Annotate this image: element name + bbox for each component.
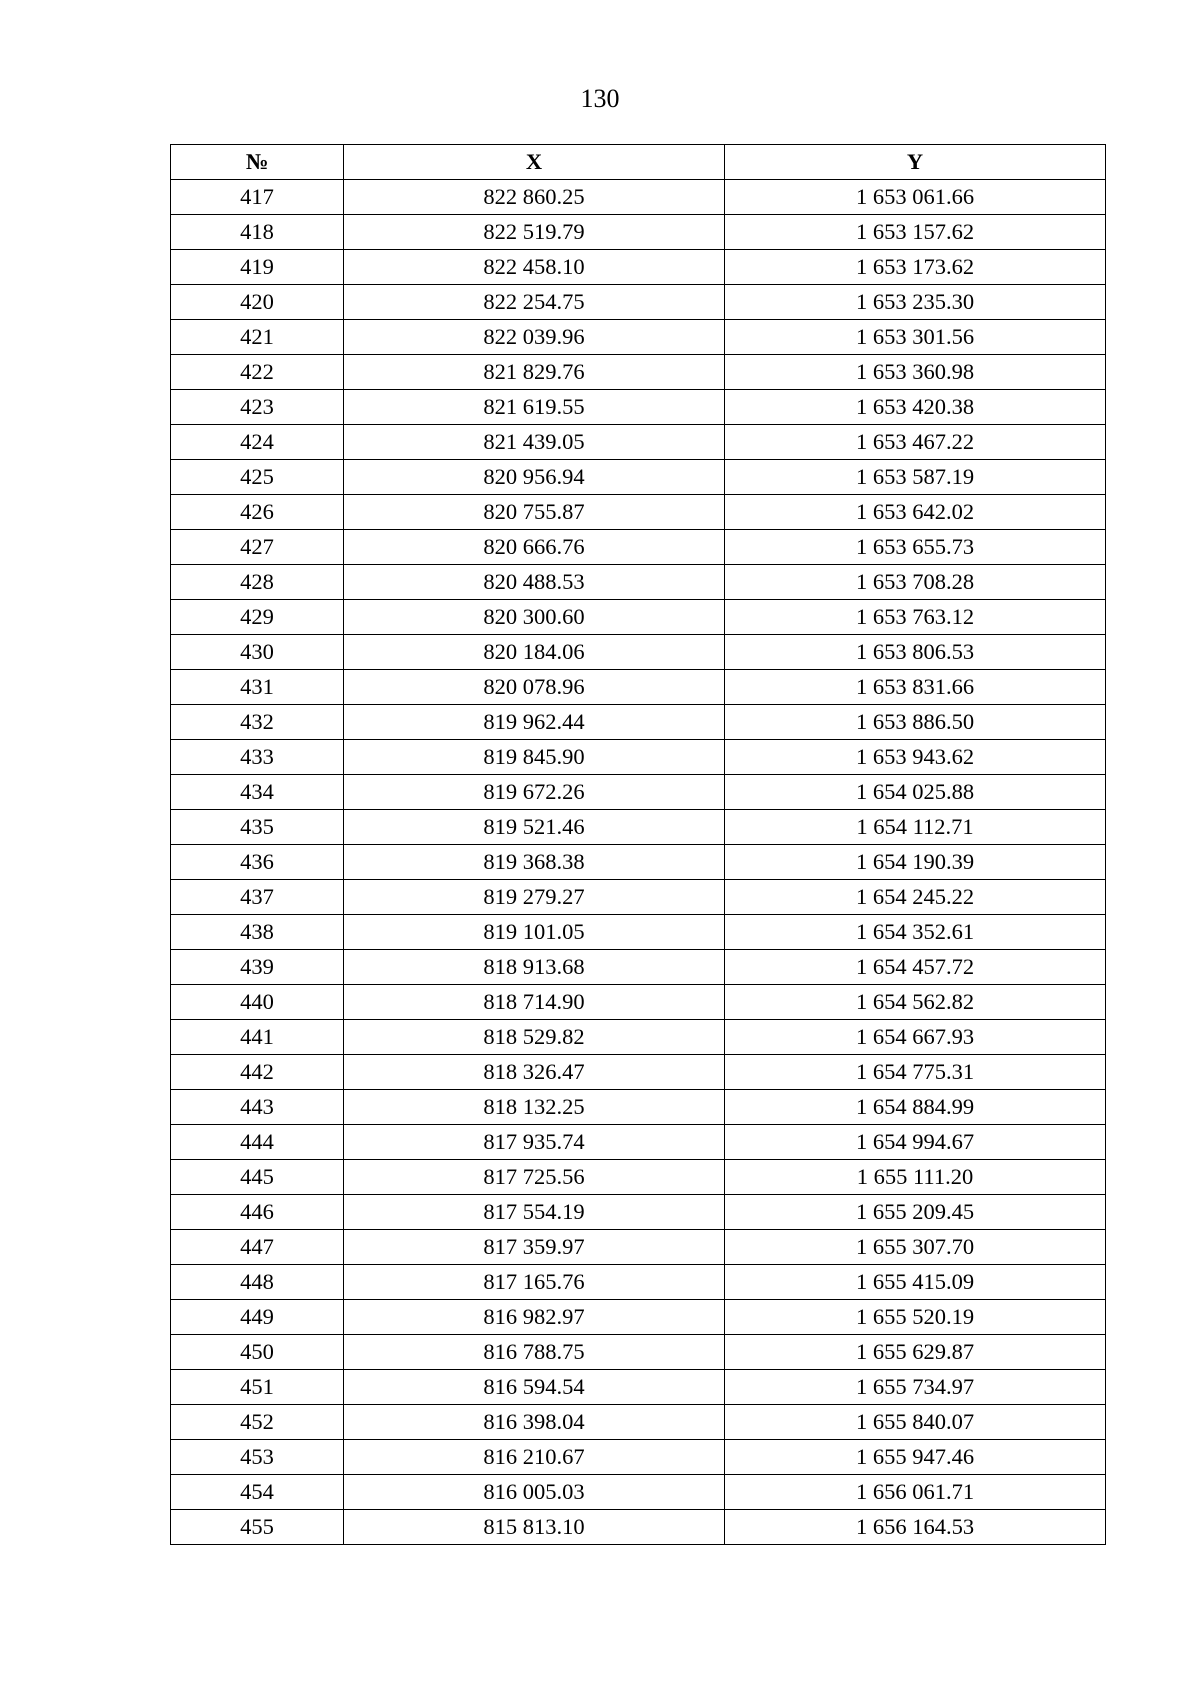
x-coordinate-cell: 816 788.75 [344,1335,725,1370]
x-coordinate-cell: 818 326.47 [344,1055,725,1090]
x-coordinate-cell: 817 165.76 [344,1265,725,1300]
x-coordinate-cell: 822 519.79 [344,215,725,250]
table-row [171,180,1106,215]
x-coordinate-cell: 822 458.10 [344,250,725,285]
table-row [171,985,1106,1020]
table-row [171,1125,1106,1160]
x-coordinate-cell: 815 813.10 [344,1510,725,1545]
point-number-cell: 437 [171,880,344,915]
x-coordinate-cell: 822 860.25 [344,180,725,215]
x-coordinate-cell: 821 619.55 [344,390,725,425]
x-coordinate-cell: 816 210.67 [344,1440,725,1475]
table-row [171,775,1106,810]
y-coordinate-cell: 1 653 467.22 [725,425,1106,460]
x-coordinate-cell: 819 368.38 [344,845,725,880]
point-number-cell: 435 [171,810,344,845]
point-number-cell: 448 [171,1265,344,1300]
table-body [171,180,1106,1545]
y-coordinate-cell: 1 654 457.72 [725,950,1106,985]
point-number-cell: 428 [171,565,344,600]
table-row [171,215,1106,250]
y-coordinate-cell: 1 654 562.82 [725,985,1106,1020]
x-coordinate-cell: 818 132.25 [344,1090,725,1125]
x-coordinate-cell: 816 005.03 [344,1475,725,1510]
table-row [171,320,1106,355]
x-coordinate-cell: 817 359.97 [344,1230,725,1265]
x-coordinate-cell: 816 594.54 [344,1370,725,1405]
x-coordinate-cell: 820 755.87 [344,495,725,530]
table-row [171,460,1106,495]
table-row [171,1020,1106,1055]
x-coordinate-cell: 822 254.75 [344,285,725,320]
y-coordinate-cell: 1 654 352.61 [725,915,1106,950]
table-row [171,1160,1106,1195]
point-number-cell: 431 [171,670,344,705]
x-coordinate-cell: 821 829.76 [344,355,725,390]
x-coordinate-cell: 821 439.05 [344,425,725,460]
y-coordinate-cell: 1 653 301.56 [725,320,1106,355]
x-coordinate-cell: 818 529.82 [344,1020,725,1055]
table-row [171,1335,1106,1370]
y-coordinate-cell: 1 653 831.66 [725,670,1106,705]
point-number-cell: 451 [171,1370,344,1405]
x-coordinate-cell: 818 913.68 [344,950,725,985]
y-coordinate-cell: 1 653 886.50 [725,705,1106,740]
table-row [171,1265,1106,1300]
table-row [171,355,1106,390]
y-coordinate-cell: 1 653 587.19 [725,460,1106,495]
y-coordinate-cell: 1 654 190.39 [725,845,1106,880]
y-coordinate-cell: 1 653 061.66 [725,180,1106,215]
table-row [171,565,1106,600]
x-coordinate-cell: 816 982.97 [344,1300,725,1335]
table-row [171,810,1106,845]
point-number-cell: 421 [171,320,344,355]
y-coordinate-cell: 1 655 415.09 [725,1265,1106,1300]
point-number-cell: 455 [171,1510,344,1545]
y-coordinate-cell: 1 653 943.62 [725,740,1106,775]
table-row [171,1475,1106,1510]
table-row [171,950,1106,985]
x-coordinate-cell: 819 279.27 [344,880,725,915]
y-coordinate-cell: 1 655 307.70 [725,1230,1106,1265]
table-header-row [171,145,1106,180]
point-number-cell: 427 [171,530,344,565]
point-number-cell: 422 [171,355,344,390]
y-coordinate-cell: 1 654 025.88 [725,775,1106,810]
table-row [171,425,1106,460]
point-number-cell: 425 [171,460,344,495]
point-number-cell: 430 [171,635,344,670]
table-row [171,1090,1106,1125]
point-number-cell: 418 [171,215,344,250]
x-coordinate-cell: 819 962.44 [344,705,725,740]
point-number-cell: 417 [171,180,344,215]
y-coordinate-cell: 1 653 420.38 [725,390,1106,425]
point-number-cell: 426 [171,495,344,530]
x-coordinate-cell: 820 078.96 [344,670,725,705]
table-row [171,1370,1106,1405]
y-coordinate-cell: 1 653 173.62 [725,250,1106,285]
point-number-cell: 442 [171,1055,344,1090]
point-number-cell: 423 [171,390,344,425]
table-row [171,1300,1106,1335]
point-number-cell: 429 [171,600,344,635]
point-number-cell: 440 [171,985,344,1020]
table-row [171,1195,1106,1230]
y-coordinate-cell: 1 653 157.62 [725,215,1106,250]
y-coordinate-cell: 1 655 209.45 [725,1195,1106,1230]
table-row [171,1055,1106,1090]
y-coordinate-cell: 1 654 775.31 [725,1055,1106,1090]
table-row [171,740,1106,775]
y-coordinate-cell: 1 654 667.93 [725,1020,1106,1055]
point-number-cell: 446 [171,1195,344,1230]
point-number-cell: 441 [171,1020,344,1055]
point-number-cell: 454 [171,1475,344,1510]
point-number-cell: 424 [171,425,344,460]
x-coordinate-cell: 819 672.26 [344,775,725,810]
y-coordinate-cell: 1 653 235.30 [725,285,1106,320]
y-coordinate-cell: 1 656 061.71 [725,1475,1106,1510]
column-header-y: Y [725,145,1106,180]
y-coordinate-cell: 1 655 629.87 [725,1335,1106,1370]
coordinates-table [170,144,1106,1545]
table-row [171,705,1106,740]
x-coordinate-cell: 820 488.53 [344,565,725,600]
x-coordinate-cell: 819 845.90 [344,740,725,775]
table-row [171,495,1106,530]
table-row [171,1230,1106,1265]
table-row [171,530,1106,565]
point-number-cell: 432 [171,705,344,740]
y-coordinate-cell: 1 653 806.53 [725,635,1106,670]
point-number-cell: 444 [171,1125,344,1160]
y-coordinate-cell: 1 654 112.71 [725,810,1106,845]
point-number-cell: 420 [171,285,344,320]
y-coordinate-cell: 1 654 245.22 [725,880,1106,915]
y-coordinate-cell: 1 655 947.46 [725,1440,1106,1475]
point-number-cell: 453 [171,1440,344,1475]
x-coordinate-cell: 820 300.60 [344,600,725,635]
point-number-cell: 438 [171,915,344,950]
table-row [171,600,1106,635]
y-coordinate-cell: 1 654 994.67 [725,1125,1106,1160]
x-coordinate-cell: 819 101.05 [344,915,725,950]
y-coordinate-cell: 1 653 642.02 [725,495,1106,530]
table-row [171,845,1106,880]
table-row [171,880,1106,915]
y-coordinate-cell: 1 655 520.19 [725,1300,1106,1335]
point-number-cell: 419 [171,250,344,285]
point-number-cell: 436 [171,845,344,880]
x-coordinate-cell: 817 725.56 [344,1160,725,1195]
table-row [171,285,1106,320]
point-number-cell: 439 [171,950,344,985]
table-row [171,250,1106,285]
point-number-cell: 433 [171,740,344,775]
table-row [171,1510,1106,1545]
x-coordinate-cell: 820 184.06 [344,635,725,670]
point-number-cell: 447 [171,1230,344,1265]
y-coordinate-cell: 1 655 840.07 [725,1405,1106,1440]
x-coordinate-cell: 817 554.19 [344,1195,725,1230]
page-number: 130 [580,84,620,113]
point-number-cell: 449 [171,1300,344,1335]
table-row [171,390,1106,425]
table-row [171,670,1106,705]
x-coordinate-cell: 817 935.74 [344,1125,725,1160]
column-header-number: № [171,145,344,180]
x-coordinate-cell: 820 956.94 [344,460,725,495]
x-coordinate-cell: 818 714.90 [344,985,725,1020]
y-coordinate-cell: 1 656 164.53 [725,1510,1106,1545]
x-coordinate-cell: 819 521.46 [344,810,725,845]
table-row [171,635,1106,670]
column-header-x: X [344,145,725,180]
point-number-cell: 445 [171,1160,344,1195]
table-row [171,915,1106,950]
x-coordinate-cell: 822 039.96 [344,320,725,355]
point-number-cell: 434 [171,775,344,810]
x-coordinate-cell: 820 666.76 [344,530,725,565]
y-coordinate-cell: 1 655 734.97 [725,1370,1106,1405]
point-number-cell: 450 [171,1335,344,1370]
y-coordinate-cell: 1 655 111.20 [725,1160,1106,1195]
y-coordinate-cell: 1 653 763.12 [725,600,1106,635]
y-coordinate-cell: 1 653 708.28 [725,565,1106,600]
y-coordinate-cell: 1 653 360.98 [725,355,1106,390]
y-coordinate-cell: 1 654 884.99 [725,1090,1106,1125]
table-row [171,1440,1106,1475]
point-number-cell: 443 [171,1090,344,1125]
table-row [171,1405,1106,1440]
y-coordinate-cell: 1 653 655.73 [725,530,1106,565]
x-coordinate-cell: 816 398.04 [344,1405,725,1440]
point-number-cell: 452 [171,1405,344,1440]
